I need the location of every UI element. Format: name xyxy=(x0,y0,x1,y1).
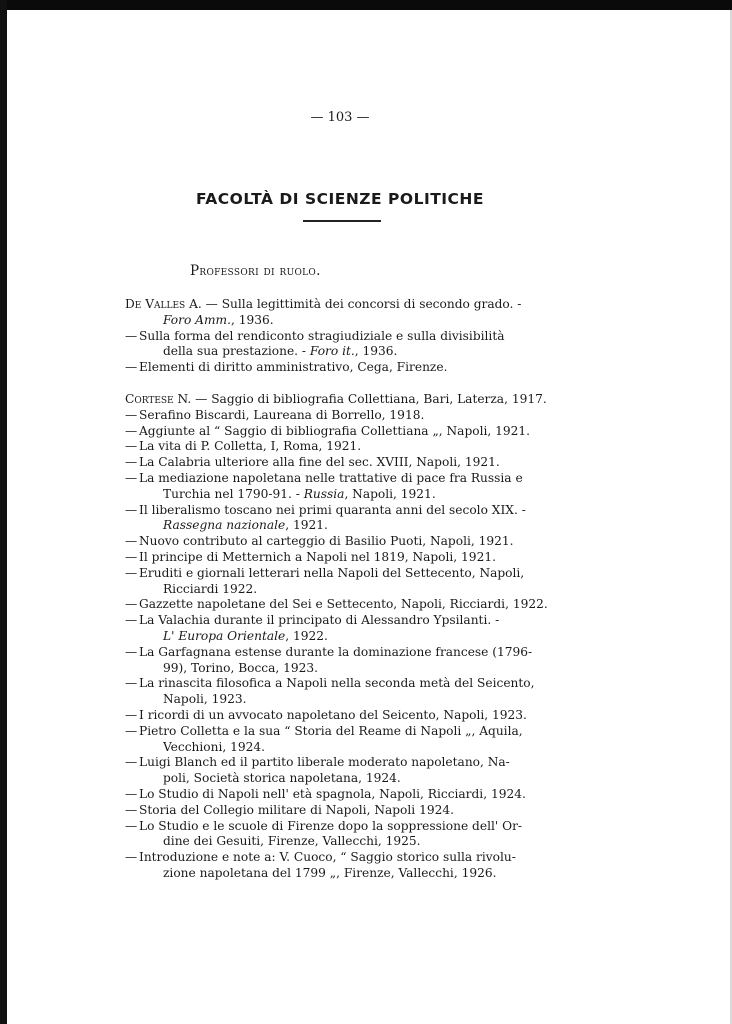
entry-text: La vita di P. Colletta, I, Roma, 1921. xyxy=(139,439,362,454)
entry-text: Il principe di Metternich a Napoli nel 1819, Napoli, 1921. xyxy=(139,549,496,564)
em-dash: — xyxy=(125,818,138,833)
entry-text: Serafino Biscardi, Laureana di Borrello, 1918. xyxy=(139,407,425,422)
entry-text: Elementi di diritto amministrativo, Cega, Firenze. xyxy=(139,360,448,375)
em-dash: — xyxy=(125,850,138,865)
bibliography-entry xyxy=(125,708,561,724)
em-dash: — xyxy=(125,755,138,770)
em-dash: — xyxy=(125,407,138,422)
entry-continuation xyxy=(139,661,561,677)
entry-text-continued: zione napoletana del 1799 „, Firenze, Vallecchi, 1926. xyxy=(163,865,497,880)
bibliography-entry xyxy=(125,613,561,645)
em-dash: — xyxy=(125,439,138,454)
faculty-title: FACOLTÀ DI SCIENZE POLITICHE xyxy=(195,190,484,208)
bibliography-entry xyxy=(125,850,561,882)
entry-text-continued: Ricciardi 1922. xyxy=(163,581,258,596)
entry-text: Eruditi e giornali letterari nella Napoli del Settecento, Napoli, xyxy=(139,565,525,580)
scan-border-top xyxy=(0,0,732,10)
em-dash: — xyxy=(125,597,138,612)
entry-text-continued: , 1921. xyxy=(285,518,328,533)
entry-text: Introduzione e note a: V. Cuoco, “ Saggio storico sulla rivolu- xyxy=(139,850,516,865)
bibliography-entry xyxy=(125,471,561,503)
author-name: De Valles A. xyxy=(125,297,202,311)
entry-text: Lo Studio di Napoli nell' età spagnola, Napoli, Ricciardi, 1924. xyxy=(139,786,526,801)
entry-continuation xyxy=(139,834,561,850)
entry-text-continued: , 1936. xyxy=(230,312,274,327)
bibliography-entry xyxy=(125,597,561,613)
page-number: — 103 — xyxy=(310,110,370,125)
entry-continuation xyxy=(139,692,561,708)
bibliography-entry xyxy=(125,329,561,361)
journal-title: Foro it. xyxy=(309,344,355,359)
author-block-de-valles xyxy=(125,297,561,376)
bibliography-entry xyxy=(125,724,561,756)
em-dash: — xyxy=(125,613,138,628)
em-dash: — xyxy=(125,470,138,485)
em-dash: — xyxy=(125,328,138,343)
bibliography-entry xyxy=(125,297,561,329)
entry-continuation xyxy=(139,518,561,534)
entry-text-continued: , 1936. xyxy=(354,344,398,359)
bibliography-entry xyxy=(125,676,561,708)
entry-text: La Calabria ulteriore alla fine del sec. XVIII, Napoli, 1921. xyxy=(139,455,500,470)
em-dash: — xyxy=(125,644,138,659)
entry-text-continued: Turchia nel 1790-91. - xyxy=(163,486,304,501)
entry-text: Pietro Colletta e la sua “ Storia del Reame di Napoli „, Aquila, xyxy=(139,723,523,738)
entry-text: La rinascita filosofica a Napoli nella seconda metà del Seicento, xyxy=(139,676,535,691)
bibliography-entry xyxy=(125,755,561,787)
entry-text: Sulla legittimità dei concorsi di secondo grado. - xyxy=(221,297,522,311)
title-underline xyxy=(303,220,381,222)
journal-title: Rassegna nazionale xyxy=(163,518,286,533)
entry-continuation xyxy=(139,771,561,787)
bibliography-entry xyxy=(125,503,561,535)
bibliography-entry xyxy=(125,455,561,471)
bibliography-entry xyxy=(125,787,561,803)
em-dash: — xyxy=(125,707,138,722)
scan-border-left xyxy=(0,0,7,1024)
em-dash: — xyxy=(125,360,138,375)
em-dash: — xyxy=(205,297,218,311)
bibliography-entry xyxy=(125,550,561,566)
section-heading: Professori di ruolo. xyxy=(190,263,321,279)
bibliography-entry xyxy=(125,439,561,455)
journal-title: L' Europa Orientale xyxy=(163,628,286,643)
entry-text: I ricordi di un avvocato napoletano del Seicento, Napoli, 1923. xyxy=(139,707,527,722)
em-dash: — xyxy=(125,455,138,470)
entry-text: Gazzette napoletane del Sei e Settecento, Napoli, Ricciardi, 1922. xyxy=(139,597,548,612)
entry-text-continued: della sua prestazione. - xyxy=(163,344,310,359)
bibliography-entry xyxy=(125,645,561,677)
entry-text: Sulla forma del rendiconto stragiudiziale e sulla divisibilità xyxy=(139,328,505,343)
entry-text-continued: dine dei Gesuiti, Firenze, Vallecchi, 1925. xyxy=(163,834,421,849)
entry-continuation xyxy=(139,866,561,882)
bibliography-entry xyxy=(125,534,561,550)
journal-title: Foro Amm. xyxy=(163,312,231,327)
entry-text-continued: 99), Torino, Bocca, 1923. xyxy=(163,660,319,675)
entry-continuation xyxy=(139,582,561,598)
author-block-cortese xyxy=(125,392,561,882)
author-name: Cortese N. xyxy=(125,392,192,406)
bibliography-entry xyxy=(125,392,561,408)
entry-continuation xyxy=(125,313,561,329)
em-dash: — xyxy=(125,502,138,517)
entry-continuation xyxy=(139,629,561,645)
em-dash: — xyxy=(125,786,138,801)
entry-text: La Valachia durante il principato di Alessandro Ypsilanti. - xyxy=(139,613,500,628)
entry-continuation xyxy=(139,487,561,503)
em-dash: — xyxy=(125,676,138,691)
bibliography-entry xyxy=(125,803,561,819)
entry-text: Nuovo contributo al carteggio di Basilio Puoti, Napoli, 1921. xyxy=(139,534,514,549)
entry-text: Luigi Blanch ed il partito liberale moderato napoletano, Na- xyxy=(139,755,510,770)
entry-text: Storia del Collegio militare di Napoli, Napoli 1924. xyxy=(139,802,454,817)
em-dash: — xyxy=(125,565,138,580)
bibliography-entry xyxy=(125,424,561,440)
entry-text-continued: Vecchioni, 1924. xyxy=(163,739,266,754)
entry-continuation xyxy=(139,740,561,756)
bibliography-entry xyxy=(125,360,561,376)
bibliography-entry xyxy=(125,408,561,424)
entry-text: La Garfagnana estense durante la dominazione francese (1796- xyxy=(139,644,533,659)
entry-text-continued: , Napoli, 1921. xyxy=(344,486,436,501)
entry-text: Lo Studio e le scuole di Firenze dopo la soppressione dell' Or- xyxy=(139,818,523,833)
em-dash: — xyxy=(125,423,138,438)
entry-text-continued: , 1922. xyxy=(285,628,328,643)
journal-title: Russia xyxy=(303,486,345,501)
bibliography-entry xyxy=(125,566,561,598)
em-dash: — xyxy=(195,392,208,406)
entry-text: Saggio di bibliografia Collettiana, Bari, Laterza, 1917. xyxy=(211,392,547,406)
em-dash: — xyxy=(125,723,138,738)
em-dash: — xyxy=(125,549,138,564)
entry-continuation xyxy=(139,344,561,360)
entry-text: Il liberalismo toscano nei primi quaranta anni del secolo XIX. - xyxy=(139,502,526,517)
entry-text: La mediazione napoletana nelle trattative di pace fra Russia e xyxy=(139,470,523,485)
entry-text-continued: poli, Società storica napoletana, 1924. xyxy=(163,771,401,786)
entry-text: Aggiunte al “ Saggio di bibliografia Collettiana „, Napoli, 1921. xyxy=(139,423,531,438)
bibliography-entry xyxy=(125,819,561,851)
em-dash: — xyxy=(125,802,138,817)
entry-text-continued: Napoli, 1923. xyxy=(163,692,247,707)
em-dash: — xyxy=(125,534,138,549)
